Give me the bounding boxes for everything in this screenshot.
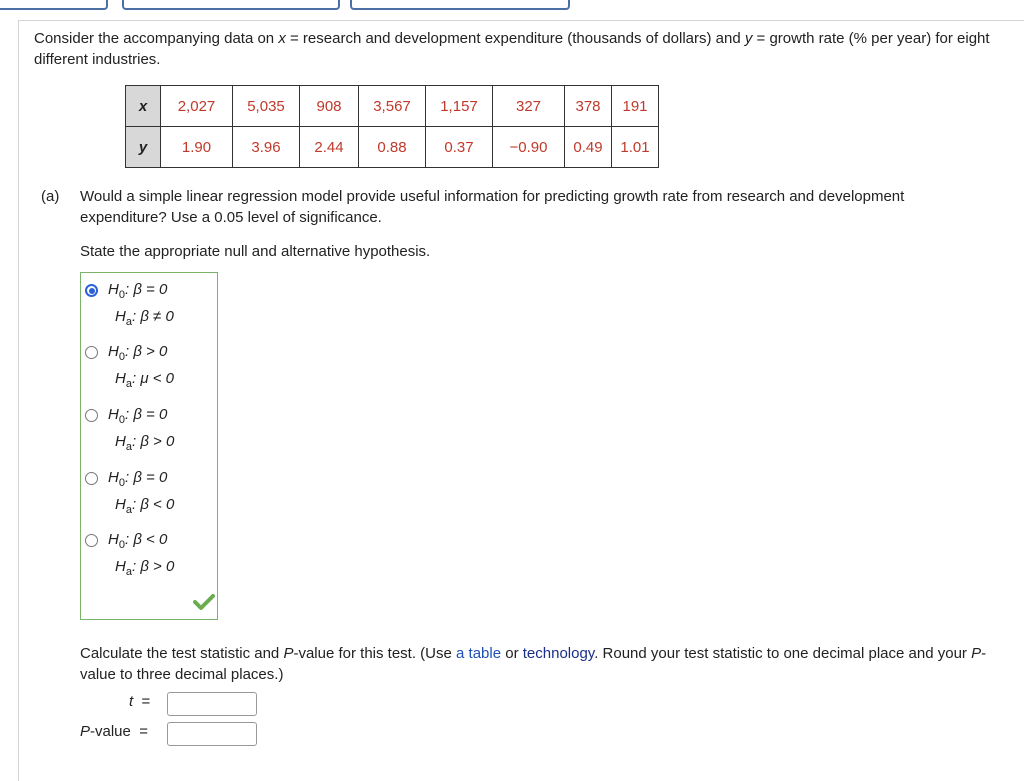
y-header: y	[126, 127, 161, 168]
radio-selected[interactable]	[85, 284, 98, 297]
x-cell: 1,157	[426, 86, 493, 127]
calc-part: or	[501, 645, 523, 662]
alt-hypothesis	[115, 433, 174, 453]
sub-0: 0	[118, 351, 125, 363]
x-cell: 191	[612, 86, 659, 127]
intro-text	[34, 28, 994, 70]
technology-link[interactable]: technology	[522, 645, 595, 662]
colon: :	[131, 433, 141, 450]
radio-unselected[interactable]	[85, 534, 98, 547]
y-cell: 0.49	[565, 127, 612, 168]
x-cell: 2,027	[161, 86, 233, 127]
colon: :	[131, 370, 141, 387]
null-hypothesis	[108, 281, 167, 301]
y-cell: 0.88	[359, 127, 426, 168]
p-label-row	[80, 723, 148, 740]
sub-0: 0	[118, 477, 125, 489]
part-a-question: Would a simple linear regression model provide useful information for predicting growth rate from research and development expenditure? Use a 0.05 level of significance.	[80, 188, 905, 226]
calc-part: . Round your test statistic to one decimal place and your	[594, 645, 972, 662]
correct-check-icon	[193, 593, 215, 611]
h-symbol: H	[108, 343, 119, 360]
data-table	[125, 85, 659, 168]
sub-a: a	[125, 378, 132, 390]
choice-5[interactable]	[81, 523, 217, 581]
sub-a: a	[125, 441, 132, 453]
colon: :	[124, 343, 134, 360]
radio-unselected[interactable]	[85, 409, 98, 422]
p-value-input[interactable]	[167, 722, 257, 746]
alt-hypothesis	[115, 558, 174, 578]
alt-hypothesis	[115, 370, 174, 390]
choice-3[interactable]	[81, 398, 217, 456]
x-cell: 908	[300, 86, 359, 127]
x-row	[126, 86, 659, 127]
p-symbol: P	[971, 645, 982, 662]
y-cell: 1.01	[612, 127, 659, 168]
radio-unselected[interactable]	[85, 472, 98, 485]
tab-previous[interactable]	[0, 0, 108, 10]
colon: :	[131, 496, 141, 513]
null-hypothesis	[108, 531, 167, 551]
null-hypothesis	[108, 343, 167, 363]
sub-a: a	[125, 316, 132, 328]
colon: :	[124, 469, 134, 486]
x-cell: 5,035	[233, 86, 300, 127]
x-header: x	[126, 86, 161, 127]
ha-expr: β < 0	[140, 496, 175, 513]
hypothesis-choices	[80, 272, 218, 620]
colon: :	[124, 531, 134, 548]
equals-sign: =	[139, 723, 148, 740]
x-cell: 327	[493, 86, 565, 127]
alt-hypothesis	[115, 496, 174, 516]
x-cell: 3,567	[359, 86, 426, 127]
h-symbol: H	[108, 406, 119, 423]
ha-expr: μ < 0	[140, 370, 174, 387]
y-cell: −0.90	[493, 127, 565, 168]
t-label-row	[129, 693, 150, 710]
h-symbol: H	[115, 558, 126, 575]
calc-part: Calculate the test statistic and	[80, 645, 284, 662]
null-hypothesis	[108, 406, 167, 426]
h-symbol: H	[115, 308, 126, 325]
ha-expr: β ≠ 0	[140, 308, 174, 325]
h0-expr: β < 0	[133, 531, 168, 548]
h-symbol: H	[115, 370, 126, 387]
intro-part: = research and development expenditure (thousands of dollars) and	[285, 30, 745, 47]
y-cell: 2.44	[300, 127, 359, 168]
calc-part: -value to three decimal places.)	[80, 645, 987, 683]
choice-2[interactable]	[81, 335, 217, 393]
t-label: t	[129, 693, 134, 710]
h0-expr: β = 0	[133, 406, 168, 423]
choice-1[interactable]	[81, 273, 217, 331]
y-cell: 1.90	[161, 127, 233, 168]
y-cell: 0.37	[426, 127, 493, 168]
colon: :	[124, 281, 134, 298]
x-cell: 378	[565, 86, 612, 127]
h-symbol: H	[108, 281, 119, 298]
p-label-text: -value	[90, 723, 131, 740]
choice-4[interactable]	[81, 461, 217, 519]
ha-expr: β > 0	[140, 558, 175, 575]
h0-expr: β = 0	[133, 469, 168, 486]
sub-0: 0	[118, 414, 125, 426]
alt-hypothesis	[115, 308, 174, 328]
tab-next[interactable]	[350, 0, 570, 10]
sub-0: 0	[118, 289, 125, 301]
ha-expr: β > 0	[140, 433, 175, 450]
tab-current[interactable]	[122, 0, 340, 10]
sub-a: a	[125, 566, 132, 578]
table-link[interactable]: a table	[456, 645, 502, 662]
t-statistic-input[interactable]	[167, 692, 257, 716]
equals-sign: =	[141, 693, 151, 710]
null-hypothesis	[108, 469, 167, 489]
p-label-symbol: P	[80, 723, 91, 740]
h-symbol: H	[115, 433, 126, 450]
h-symbol: H	[115, 496, 126, 513]
colon: :	[131, 308, 141, 325]
hypothesis-prompt: State the appropriate null and alternative hypothesis.	[80, 243, 431, 260]
calc-part: -value for this test. (Use	[293, 645, 457, 662]
x-var: x	[278, 30, 286, 47]
p-symbol: P	[283, 645, 294, 662]
radio-unselected[interactable]	[85, 346, 98, 359]
y-row	[126, 127, 659, 168]
y-cell: 3.96	[233, 127, 300, 168]
top-tabs	[0, 0, 1024, 12]
sub-a: a	[125, 504, 132, 516]
part-a-label: (a)	[41, 188, 60, 205]
colon: :	[131, 558, 141, 575]
h-symbol: H	[108, 531, 119, 548]
h0-expr: β > 0	[133, 343, 168, 360]
calc-instructions	[80, 643, 1000, 685]
intro-part: = growth rate (% per year) for eight different industries.	[34, 30, 990, 68]
sub-0: 0	[118, 539, 125, 551]
intro-part: Consider the accompanying data on	[34, 30, 279, 47]
h-symbol: H	[108, 469, 119, 486]
colon: :	[124, 406, 134, 423]
h0-expr: β = 0	[133, 281, 168, 298]
y-var: y	[744, 30, 753, 47]
